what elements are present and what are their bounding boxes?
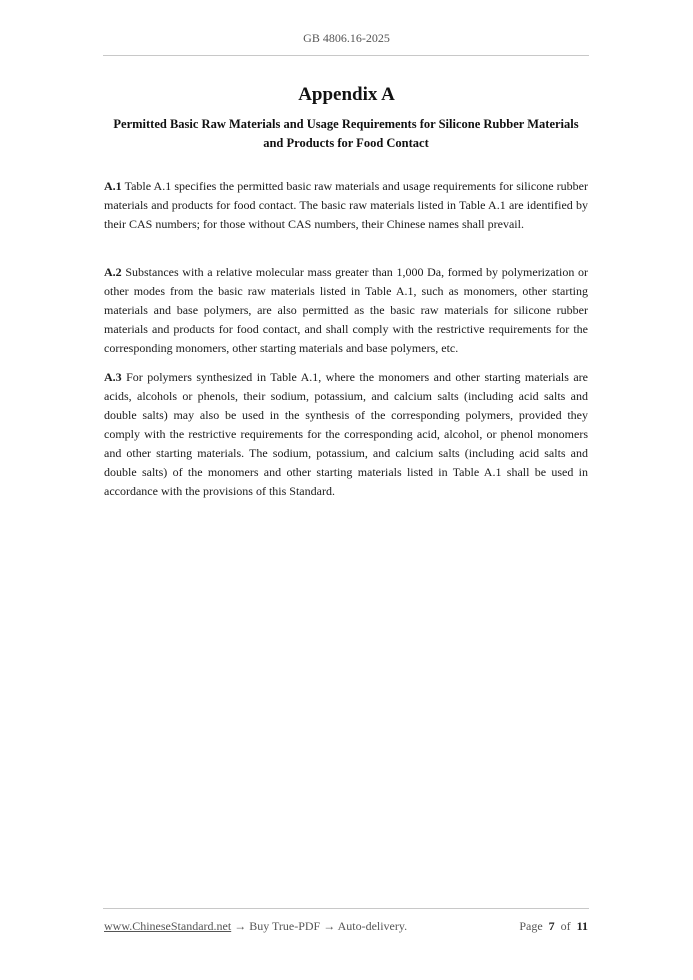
header-divider xyxy=(103,55,589,56)
footer-divider xyxy=(103,908,589,909)
clause-label: A.1 xyxy=(104,179,122,193)
clause-text: For polymers synthesized in Table A.1, where the monomers and other starting materials are acids, alcohols or phenols, their sodium, potassium, and calcium salts (including acid salts and double salts) may also be used in the synthesis of the corresponding polymers, provided they comply with the restrictive requirements for the corresponding acid, alcohol, or phenol monomers and other starting materials. The sodium, potassium, and calcium salts (including acid salts and double salts) of the monomers and other starting materials listed in Table A.1 shall be used in accordance with the provisions of this Standard. xyxy=(104,370,588,498)
paragraph-a3 xyxy=(104,368,588,501)
of-word: of xyxy=(560,919,571,933)
footer-promo xyxy=(104,919,407,934)
paragraph-a1 xyxy=(104,177,588,234)
page-number xyxy=(519,919,588,934)
page-footer xyxy=(104,919,588,934)
page-word: Page xyxy=(519,919,543,933)
clause-label: A.3 xyxy=(104,370,122,384)
clause-text: Table A.1 specifies the permitted basic raw materials and usage requirements for silicone rubber materials and products for food contact. The basic raw materials listed in Table A.1 are identified by their CAS numbers; for those without CAS numbers, their Chinese names shall prevail. xyxy=(104,179,588,231)
paragraph-a2 xyxy=(104,263,588,358)
promo-text: → Buy True-PDF → Auto-delivery. xyxy=(231,919,408,933)
page-title: Appendix A xyxy=(298,84,395,105)
clause-label: A.2 xyxy=(104,265,122,279)
total-pages: 11 xyxy=(576,919,588,933)
document-id-header: GB 4806.16-2025 xyxy=(303,31,390,45)
current-page: 7 xyxy=(548,919,555,933)
clause-text: Substances with a relative molecular mass greater than 1,000 Da, formed by polymerization or other modes from the basic raw materials listed in Table A.1, such as monomers, other starting materials and base polymers, are also permitted as the basic raw materials for silicone rubber materials and products for food contact, and shall comply with the restrictive requirements for the corresponding monomers, other starting materials and base polymers, etc. xyxy=(104,265,588,355)
website-link[interactable]: www.ChineseStandard.net xyxy=(104,919,232,933)
page-subtitle: Permitted Basic Raw Materials and Usage Requirements for Silicone Rubber Materials and Products for Food Contact xyxy=(113,117,579,150)
